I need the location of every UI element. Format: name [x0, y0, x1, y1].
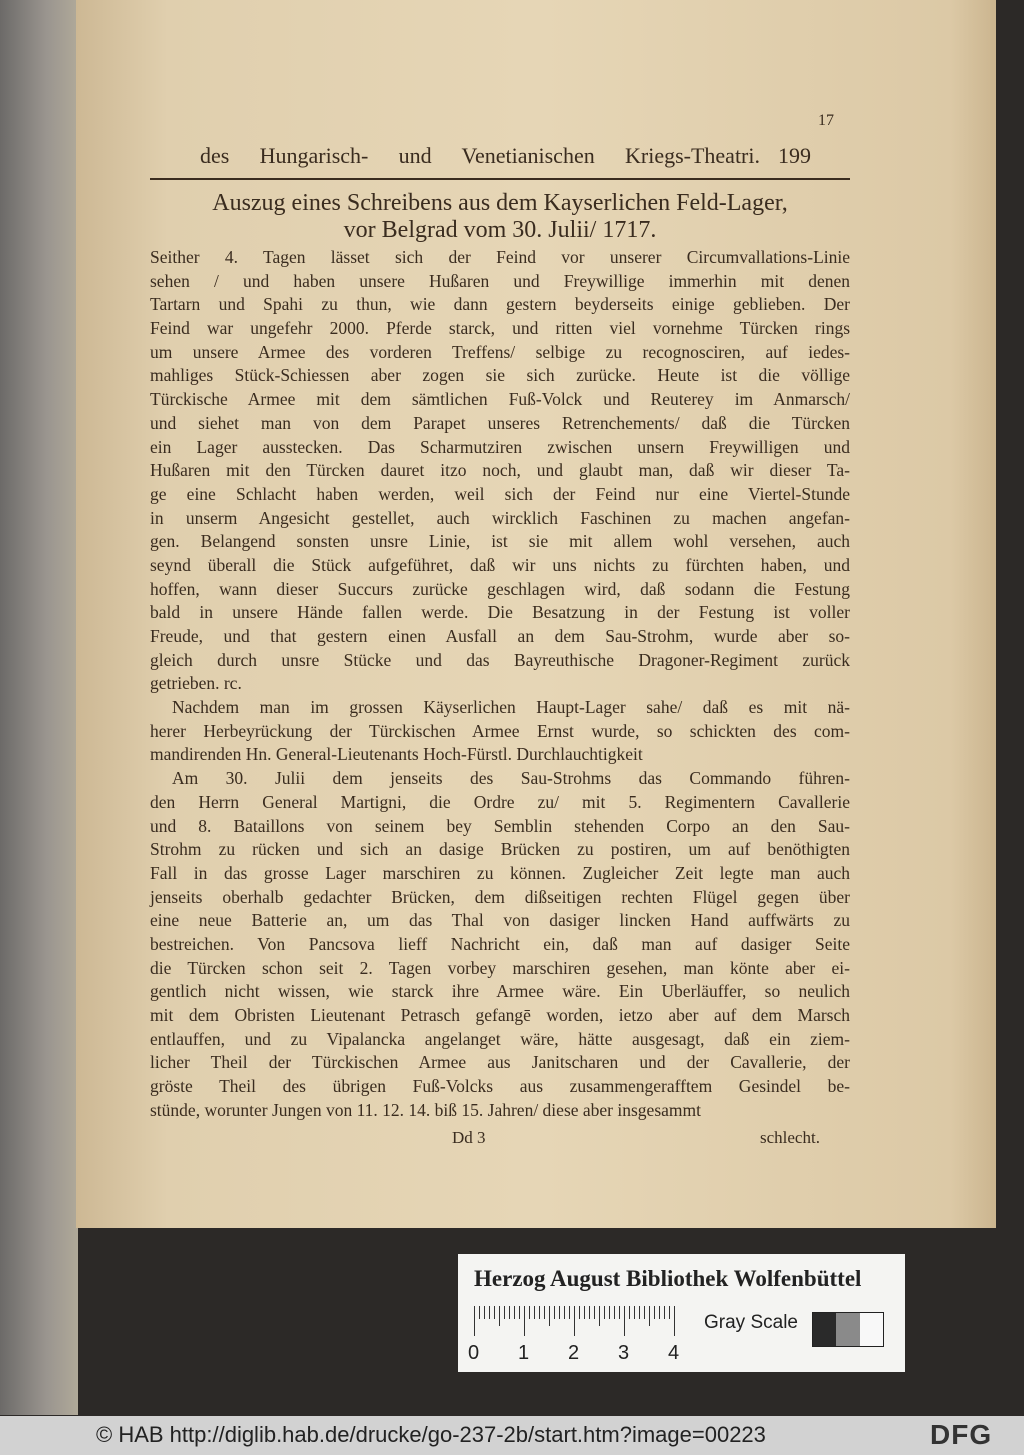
text-line: die Türcken schon seit 2. Tagen vorbey marschiren gesehen, man könte aber ei- — [150, 957, 850, 978]
ruler-tick — [639, 1306, 640, 1319]
text-line: in unserm Angesicht gestellet, auch wircklich Faschinen zu machen angefan- — [150, 507, 850, 528]
ruler-tick — [489, 1306, 490, 1319]
ruler-tick — [549, 1306, 550, 1326]
ruler-tick — [629, 1306, 630, 1319]
ruler-tick — [674, 1306, 675, 1336]
color-reference-card — [458, 1254, 905, 1372]
ruler-tick — [609, 1306, 610, 1319]
ruler-label: 1 — [518, 1342, 530, 1364]
signature-mark: 17 — [818, 112, 834, 129]
text-line: bald in unsere Hände fallen werde. Die Besatzung in der Festung ist voller — [150, 602, 850, 623]
ruler-tick — [509, 1306, 510, 1319]
article-title: Auszug eines Schreibens aus dem Kayserlichen Feld-Lager, — [212, 190, 788, 216]
text-line: und siehet man von dem Parapet unseres Retrenchements/ daß die Türcken — [150, 412, 850, 433]
ruler-tick — [584, 1306, 585, 1319]
text-line: getrieben. rc. — [150, 673, 242, 694]
ruler-tick — [659, 1306, 660, 1319]
gray-swatch — [836, 1313, 859, 1346]
text-line: Tartarn und Spahi zu thun, wie dann gestern beyderseits einige geblieben. Der — [150, 294, 850, 315]
adjacent-page-edge — [0, 0, 78, 1415]
text-line: Am 30. Julii dem jenseits des Sau-Strohms das Commando führen- — [172, 768, 850, 789]
gray-swatch — [813, 1313, 836, 1346]
text-line: gentlich nicht wissen, wie starck ihre Armee wäre. Ein Uberläuffer, so neulich — [150, 981, 850, 1002]
text-line: Türckische Armee mit dem sämtlichen Fuß-Volck und Reuterey im Anmarsch/ — [150, 389, 850, 410]
text-line: ein Lager ausstecken. Das Scharmutziren zwischen unsern Freywilligen und — [150, 436, 850, 457]
ruler-tick — [619, 1306, 620, 1319]
ruler-tick — [484, 1306, 485, 1319]
text-line: Feind war ungefehr 2000. Pferde starck, und ritten viel vornehme Türcken rings — [150, 318, 850, 339]
copyright-link[interactable]: © HAB http://diglib.hab.de/drucke/go-237-2b/start.htm?image=00223 — [96, 1422, 766, 1447]
ruler-tick — [579, 1306, 580, 1319]
ruler-tick — [599, 1306, 600, 1326]
text-line: gleich durch unsre Stücke und das Bayreuthische Dragoner-Regiment zurück — [150, 649, 850, 670]
ruler-tick — [529, 1306, 530, 1319]
ruler — [474, 1306, 679, 1336]
text-line: licher Theil der Türckischen Armee aus Janitscharen und der Cavallerie, der — [150, 1052, 850, 1073]
text-line: mahliges Stück-Schiessen aber zogen sie sich zurücke. Heute ist die völlige — [150, 365, 850, 386]
gray-scale-swatches — [812, 1312, 884, 1347]
text-line: mit dem Obristen Lieutenant Petrasch gefangē worden, ietzo aber auf dem Marsch — [150, 1005, 850, 1025]
text-line: jenseits oberhalb gedachter Brücken, dem dißseitigen rechten Flügel gegen über — [150, 886, 850, 907]
text-line: gen. Belangend sonsten unsre Linie, ist sie mit allem wohl versehen, auch — [150, 531, 850, 552]
article-title-date: vor Belgrad vom 30. Julii/ 1717. — [343, 217, 657, 243]
ruler-tick — [479, 1306, 480, 1319]
library-name: Herzog August Bibliothek Wolfenbüttel — [474, 1266, 862, 1291]
catchword: schlecht. — [760, 1128, 820, 1147]
ruler-tick — [524, 1306, 525, 1336]
ruler-tick — [554, 1306, 555, 1319]
text-line: sehen / und haben unsere Hußaren und Freywillige immerhin mit denen — [150, 270, 850, 291]
ruler-tick — [504, 1306, 505, 1319]
body-text — [150, 246, 850, 1122]
ruler-tick — [564, 1306, 565, 1319]
text-line: entlauffen, und zu Vipalancka angelanget wäre, hätte ausgesagt, daß ein ziem- — [150, 1028, 850, 1049]
dfg-logo: DFG — [930, 1419, 993, 1450]
text-line: und 8. Bataillons von seinem bey Semblin stehenden Corpo an den Sau- — [150, 815, 850, 836]
ruler-tick — [594, 1306, 595, 1319]
gray-scale-label: Gray Scale — [704, 1312, 798, 1333]
ruler-tick — [634, 1306, 635, 1319]
text-line: Seither 4. Tagen lässet sich der Feind vor unserer Circumvallations-Linie — [150, 247, 850, 267]
ruler-tick — [544, 1306, 545, 1319]
ruler-tick — [474, 1306, 475, 1336]
ruler-tick — [654, 1306, 655, 1319]
text-line: mandirenden Hn. General-Lieutenants Hoch-Fürstl. Durchlauchtigkeit — [150, 744, 643, 765]
text-line: bestreichen. Von Pancsova lieff Nachricht ein, daß man auf dasiger Seite — [150, 933, 850, 954]
ruler-label: 4 — [668, 1342, 680, 1364]
ruler-tick — [669, 1306, 670, 1319]
ruler-tick — [569, 1306, 570, 1319]
ruler-tick — [649, 1306, 650, 1326]
ruler-tick — [574, 1306, 575, 1336]
text-line: Strohm zu rücken und sich an dasige Brücken zu postiren, um auf benöthigten — [150, 839, 850, 860]
ruler-tick — [539, 1306, 540, 1319]
ruler-tick — [559, 1306, 560, 1319]
text-line: Freude, und that gestern einen Ausfall an dem Sau-Strohm, wurde aber so- — [150, 626, 850, 646]
header-rule — [150, 178, 850, 180]
text-line: eine neue Batterie an, um das Thal von dasiger lincken Hand auffwärts zu — [150, 910, 850, 931]
ruler-tick — [494, 1306, 495, 1319]
text-line: ge eine Schlacht haben werden, weil sich der Feind nur eine Viertel-Stunde — [150, 483, 850, 504]
text-line: Nachdem man im grossen Käyserlichen Haupt-Lager sahe/ daß es mit nä- — [172, 697, 850, 718]
ruler-label: 2 — [568, 1342, 580, 1364]
ruler-tick — [534, 1306, 535, 1319]
ruler-label: 3 — [618, 1342, 630, 1364]
ruler-tick — [614, 1306, 615, 1319]
text-line: seynd überall die Stück aufgeführet, daß wir uns nichts zu fürchten haben, und — [150, 554, 850, 575]
text-line: stünde, worunter Jungen von 11. 12. 14. biß 15. Jahren/ diese aber insgesammt — [150, 1099, 701, 1120]
text-line: den Herrn General Martigni, die Ordre zu/ mit 5. Regimentern Cavallerie — [150, 791, 850, 812]
ruler-tick — [604, 1306, 605, 1319]
text-line: Hußaren mit den Türcken dauret itzo noch, und glaubt man, daß wir dieser Ta- — [150, 460, 850, 481]
text-line: hoffen, wann dieser Succurs zurücke geschlagen wird, daß sodann die Festung — [150, 578, 850, 599]
text-line: gröste Theil des übrigen Fuß-Volcks aus zusammengerafftem Gesindel be- — [150, 1076, 850, 1097]
ruler-tick — [499, 1306, 500, 1326]
ruler-tick — [664, 1306, 665, 1319]
page-number: 199 — [778, 143, 811, 168]
text-line: Fall in das grosse Lager marschiren zu können. Zugleicher Zeit legte man auch — [150, 862, 850, 883]
ruler-tick — [514, 1306, 515, 1319]
gray-swatch — [860, 1313, 883, 1346]
ruler-tick — [644, 1306, 645, 1319]
signature: Dd 3 — [452, 1128, 486, 1147]
ruler-label: 0 — [468, 1342, 480, 1364]
ruler-tick — [519, 1306, 520, 1319]
footer-bar — [0, 1416, 1024, 1455]
ruler-tick — [624, 1306, 625, 1336]
running-head: des Hungarisch- und Venetianischen Kriegs-Theatri. — [200, 143, 760, 168]
text-line: um unsere Armee des vorderen Treffens/ selbige zu recognosciren, auf iedes- — [150, 341, 850, 362]
text-line: herer Herbeyrückung der Türckischen Armee Ernst wurde, so schickten des com- — [150, 720, 850, 741]
ruler-tick — [589, 1306, 590, 1319]
